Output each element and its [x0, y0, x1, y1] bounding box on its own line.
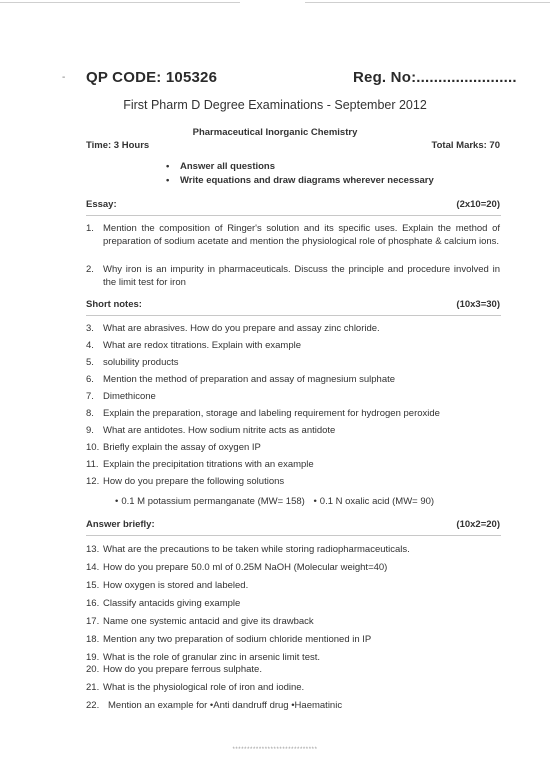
time-label: Time: 3 Hours: [86, 140, 150, 151]
question-21: 21. What is the physiological role of iron and iodine.: [86, 682, 305, 693]
question-18: 18. Mention any two preparation of sodium chloride mentioned in IP: [86, 634, 372, 645]
subject-title: Pharmaceutical Inorganic Chemistry: [192, 127, 358, 138]
question-15: 15. How oxygen is stored and labeled.: [86, 580, 249, 591]
question-19: 19. What is the role of granular zinc in arsenic limit test.: [86, 652, 321, 663]
question-13: 13. What are the precautions to be taken while storing radiopharmaceuticals.: [86, 544, 410, 555]
bullet-icon: •: [166, 161, 170, 172]
section-marks-answer-briefly: (10x2=20): [456, 519, 500, 530]
qp-code: QP CODE: 105326: [86, 69, 218, 86]
bullet-icon: •: [115, 496, 119, 507]
question-16: 16. Classify antacids giving example: [86, 598, 241, 609]
instruction-item: • Write equations and draw diagrams wherever necessary: [166, 175, 434, 186]
section-title-essay: Essay:: [86, 199, 117, 210]
question-8: 8. Explain the preparation, storage and labeling requirement for hydrogen peroxide: [86, 408, 440, 419]
total-marks: Total Marks: 70: [431, 140, 500, 151]
question-2: 2. Why iron is an impurity in pharmaceuticals. Discuss the principle and procedure involved in the limit test for iron: [86, 264, 500, 288]
sub-item: 0.1 N oxalic acid (MW= 90): [319, 496, 435, 507]
top-border-right: [305, 2, 550, 3]
question-4: 4. What are redox titrations. Explain with example: [86, 340, 302, 351]
question-5: 5. solubility products: [86, 357, 179, 368]
question-20: 20. How do you prepare ferrous sulphate.: [86, 664, 262, 675]
question-11: 11. Explain the precipitation titrations with an example: [86, 459, 314, 470]
question-12-sub-items: [115, 496, 434, 507]
question-3: 3. What are abrasives. How do you prepare and assay zinc chloride.: [86, 323, 380, 334]
exam-title: First Pharm D Degree Examinations - September 2012: [123, 98, 427, 112]
question-10: 10. Briefly explain the assay of oxygen IP: [86, 442, 261, 453]
question-6: 6. Mention the method of preparation and assay of magnesium sulphate: [86, 374, 396, 385]
question-17: 17. Name one systemic antacid and give its drawback: [86, 616, 314, 627]
footer-asterisks: *****************************: [232, 747, 318, 753]
sub-item: 0.1 M potassium permanganate (MW= 158): [121, 496, 305, 507]
question-1: 1. Mention the composition of Ringer's solution and its specific uses. Explain the method of preparation of sodium acetate and mention the physiological role of phosphate & calcium ions.: [86, 223, 500, 247]
question-22: 22. Mention an example for •Anti dandruff drug •Haematinic: [86, 700, 343, 711]
section-divider: [86, 535, 501, 536]
instruction-item: • Answer all questions: [166, 161, 276, 172]
section-title-answer-briefly: Answer briefly:: [86, 519, 155, 530]
section-divider: [86, 215, 501, 216]
top-border-left: [0, 2, 240, 3]
header-dash: -: [62, 72, 66, 83]
question-7: 7. Dimethicone: [86, 391, 156, 402]
question-9: 9. What are antidotes. How sodium nitrite acts as antidote: [86, 425, 336, 436]
section-divider: [86, 315, 501, 316]
section-marks-short-notes: (10x3=30): [456, 299, 500, 310]
reg-no: Reg. No:.......................: [353, 69, 517, 86]
section-title-short-notes: Short notes:: [86, 299, 142, 310]
section-marks-essay: (2x10=20): [456, 199, 500, 210]
question-14: 14. How do you prepare 50.0 ml of 0.25M NaOH (Molecular weight=40): [86, 562, 388, 573]
question-12: 12. How do you prepare the following solutions: [86, 476, 285, 487]
bullet-icon: •: [313, 496, 317, 507]
bullet-icon: •: [166, 175, 170, 186]
